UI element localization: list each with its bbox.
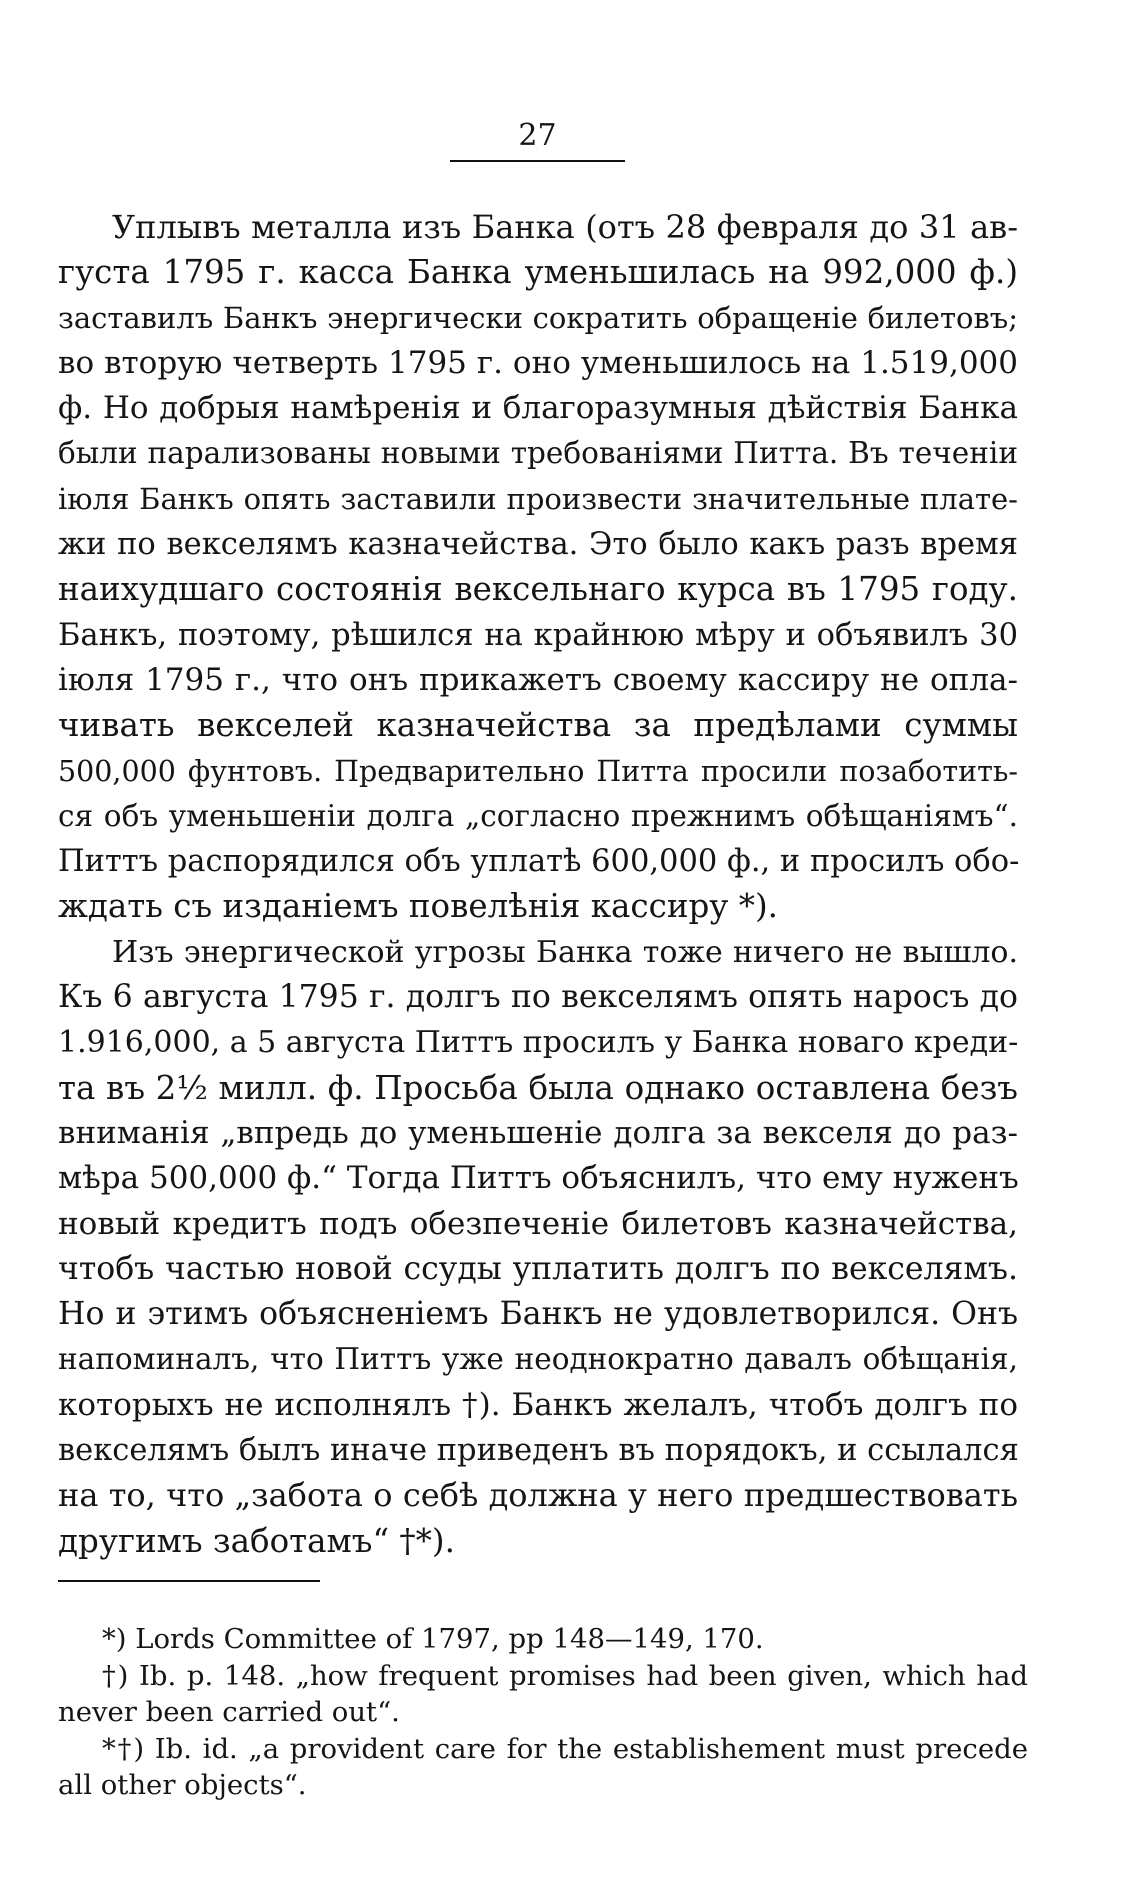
text-line: ся объ уменьшеніи долга „согласно прежнимъ обѣщаніямъ“.	[58, 798, 1018, 833]
text-line: густа 1795 г. касса Банка уменьшилась на 992,000 ф.)	[58, 253, 1018, 292]
text-line: вниманія „впредь до уменьшеніе долга за векселя до раз-	[58, 1114, 1018, 1151]
text-line: которыхъ не исполнялъ †). Банкъ желалъ, чтобъ долгъ по	[58, 1386, 1018, 1423]
text-line: новый кредитъ подъ обезпеченіе билетовъ казначейства,	[58, 1205, 1018, 1242]
text-line: во вторую четверть 1795 г. оно уменьшилось на 1.519,000	[58, 344, 1018, 381]
text-line: жи по векселямъ казначейства. Это было какъ разъ время	[58, 527, 1018, 563]
text-line: Изъ энергической угрозы Банка тоже ничего не вышло.	[112, 934, 1018, 970]
text-line: 500,000 фунтовъ. Предварительно Питта просили позаботить-	[58, 754, 1018, 788]
text-line: мѣра 500,000 ф.“ Тогда Питтъ объяснилъ, что ему нуженъ	[58, 1160, 1019, 1197]
text-line: та въ 2½ милл. ф. Просьба была однако оставлена безъ	[58, 1068, 1018, 1107]
header-rule	[450, 160, 625, 162]
text-line: Питтъ распорядился объ уплатѣ 600,000 ф., и просилъ обо-	[58, 844, 1020, 880]
footnote-line: *) Lords Committee of 1797, pp 148—149, 170.	[102, 1623, 764, 1655]
footnote-line: *†) Ib. id. „a provident care for the establishement must precede	[102, 1732, 1028, 1765]
text-line: іюля 1795 г., что онъ прикажетъ своему кассиру не опла-	[58, 661, 1018, 698]
text-line: заставилъ Банкъ энергически сократить обращеніе билетовъ;	[58, 300, 1018, 335]
text-line: ждать съ изданіемъ повелѣнія кассиру *).	[58, 887, 779, 926]
text-line: чивать векселей казначейства за предѣлами суммы	[58, 706, 1018, 745]
text-line: Къ 6 августа 1795 г. долгъ по векселямъ опять наросъ до	[58, 979, 1018, 1016]
text-line: чтобъ частью новой ссуды уплатить долгъ по векселямъ.	[58, 1250, 1018, 1287]
text-line: Уплывъ металла изъ Банка (отъ 28 февраля до 31 ав-	[112, 208, 1018, 246]
text-line: 1.916,000, а 5 августа Питтъ просилъ у Банка новаго креди-	[58, 1025, 1019, 1061]
text-line: другимъ заботамъ“ †*).	[58, 1521, 455, 1560]
text-line: Но и этимъ объясненіемъ Банкъ не удовлетворился. Онъ	[58, 1296, 1018, 1333]
footnote-line: never been carried out“.	[58, 1696, 400, 1728]
body-text	[58, 205, 1018, 1564]
text-line: наихудшаго состоянія вексельнаго курса въ 1795 году.	[58, 570, 1018, 609]
text-line: векселямъ былъ иначе приведенъ въ порядокъ, и ссылался	[58, 1433, 1019, 1469]
footnote-line: †) Ib. p. 148. „how frequent promises had been given, which had	[102, 1659, 1028, 1692]
footnotes	[58, 1621, 1028, 1804]
page-number: 27	[518, 118, 557, 153]
footnote-line: all other objects“.	[58, 1769, 307, 1801]
text-line: Банкъ, поэтому, рѣшился на крайнюю мѣру и объявилъ 30	[58, 617, 1018, 653]
text-line: были парализованы новыми требованіями Питта. Въ теченіи	[58, 436, 1018, 471]
text-line: напоминалъ, что Питтъ уже неоднократно давалъ обѣщанія,	[58, 1342, 1018, 1377]
text-line: на то, что „забота о себѣ должна у него предшествовать	[58, 1476, 1018, 1515]
text-line: іюля Банкъ опять заставили произвести значительные плате-	[58, 481, 1018, 516]
footnote-rule	[58, 1580, 320, 1582]
text-line: ф. Но добрыя намѣренія и благоразумныя дѣйствія Банка	[58, 390, 1018, 427]
